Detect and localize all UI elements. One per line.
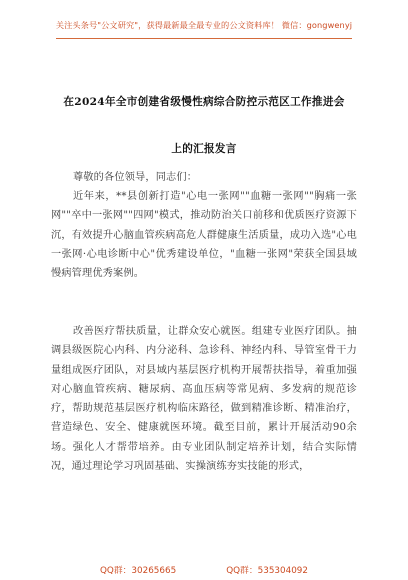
watermark-banner: 关注头条号"公文研究"，获得最新最全最专业的公文资料库！ 微信：gongwenyj <box>55 20 353 30</box>
document-title-line2: 上的汇报发言 <box>171 143 237 155</box>
footer <box>0 563 408 576</box>
body-paragraph: 改善医疗帮扶质量，让群众安心就医。组建专业医疗团队。抽调县级医院心内科、内分泌科、急诊科、神经内科、导管室骨干力量组成医疗团队，对县域内基层医疗机构开展帮扶指导，着重加强对心脑血管疾病、糖尿病、高血压病等常见病、多发病的规范诊疗，帮助规范基层医疗机构临床路径，做到精准诊断、精准治疗，营造绿色、安全、健康就医环境。截至目前，累计开展活动90余场。强化人才帮带培养。由专业团队制定培养计划，结合实际情况，通过理论学习巩固基础、实操演练夯实技能的形式， <box>51 326 357 473</box>
qq-group-2: QQ群：535304092 <box>226 566 309 576</box>
qq-group-1: QQ群：30265665 <box>99 566 177 576</box>
greeting: 尊敬的各位领导，同志们： <box>73 172 198 183</box>
body-paragraph: 近年来，**县创新打造"心电一张网""血糖一张网""胸痛一张网""卒中一张网""四网"模式，推动防治关口前移和优质医疗资源下沉，有效提升心脑血管疾病高危人群健康生活质量，成功入选"心电一张网·心电诊断中心"优秀建设单位，"血糖一张网"荣获全国县域慢病管理优秀案例。 <box>51 191 357 280</box>
document-title-line1: 在2024年全市创建省级慢性病综合防控示范区工作推进会 <box>63 96 345 108</box>
header-divider <box>56 38 352 39</box>
